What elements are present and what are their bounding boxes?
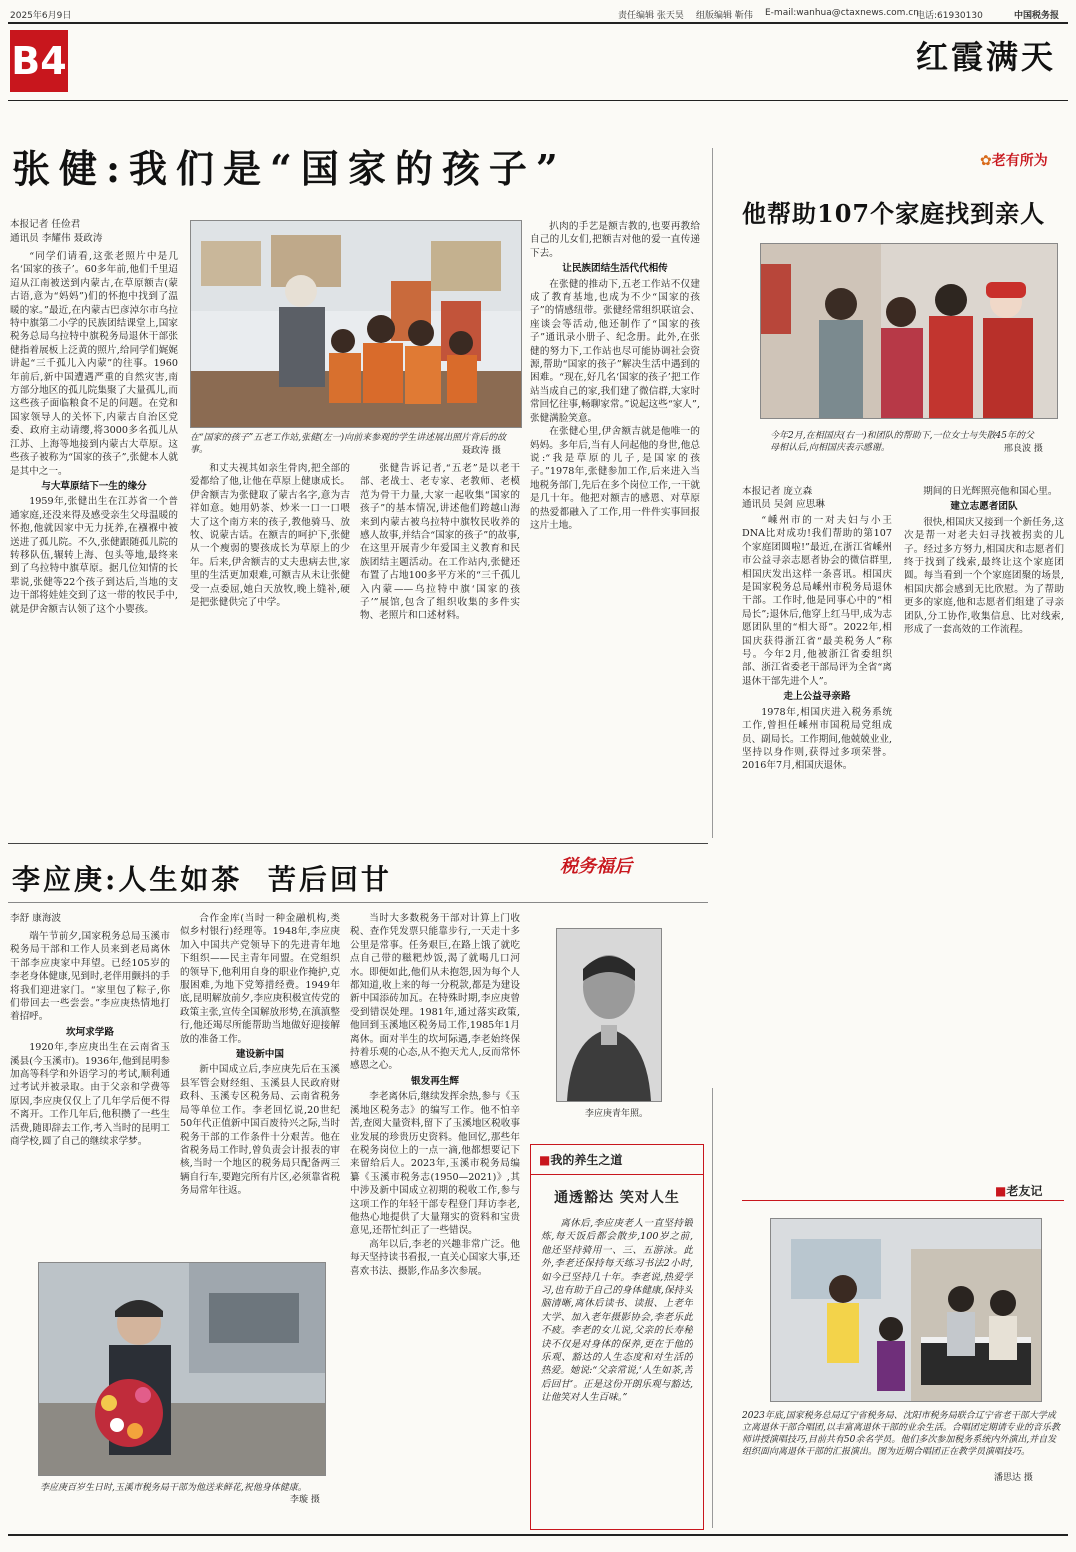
masthead-designer: 组版编辑 靳伟 xyxy=(696,11,753,21)
story1-subhead1: 与大草原结下一生的缘分 xyxy=(41,480,147,492)
story2-photo-caption: 今年2月,在相国庆(右一)和团队的帮助下,一位女士与失散45年的父母相认后,向相国庆表示感谢。 xyxy=(770,431,1034,453)
laoyousuowei-logo: ✿老有所为 xyxy=(980,153,1048,169)
story1-subhead2: 让民族团结生活代代相传 xyxy=(562,263,668,275)
story3-col2: 合作金库(当时一种金融机构,类似乡村银行)经理等。1948年,李应庚加入中国共产党领导下的先进青年地下组织——民主青年同盟。在党组织的领导下,他利用自身的职业作掩护,克服困难,为地下党筹措经费。1949年底,昆明解放前夕,李应庚积极宣传党的政策主张,宣传全国解放形势,在滇滇整行,他还竭尽所能帮助当地做好迎接解放的准备工作。 建设新中国 新中国成立后,李应庚先后在玉溪县军管会财经组、玉溪县人民政府财政科、玉溪专区税务局、云南省税务局等单位工作。李老回忆说,20世纪50年代正值新中国百废待兴之际,当时税务干部的工作条件十分艰苦。他在省税务局工作时,曾负责会计报表的审核,当时一个地区的税务局只配备两三辆自行车,要跑完所有片区,必须靠省税务局常年往返。 xyxy=(180,913,340,1197)
sidebar-friend-caption: 2023年底,国家税务总局辽宁省税务局、沈阳市税务局联合辽宁省老干部大学成立离退休干部合唱团,以丰富离退休干部的业余生活。合唱团定期请专业的音乐教师讲授演唱技巧,目前共有50余名学员。他们多次参加税务系统内外演出,并自发组织面向离退休干部的汇报演出。图为近期合唱团正在教学员演唱技巧。 xyxy=(742,1411,1060,1457)
story3-birthday-photo xyxy=(38,1262,326,1476)
sidebar-health-header: ■我的养生之道 xyxy=(539,1153,623,1167)
story3-birthday-credit: 李璇 摄 xyxy=(290,1495,320,1505)
story2-subhead1: 走上公益寻亲路 xyxy=(783,691,851,703)
story1-photo xyxy=(190,220,522,428)
story1-photo-caption: 在“国家的孩子”五老工作站,张健(左一)向前来参观的学生讲述展出照片背后的故事。 xyxy=(190,433,507,455)
story2-subhead2: 建立志愿者团队 xyxy=(950,501,1018,513)
story1-title: 张健:我们是“国家的孩子” xyxy=(12,146,567,191)
sidebar-friend-photo xyxy=(770,1218,1042,1402)
square-icon: ■ xyxy=(539,1153,551,1167)
story1-photo-credit: 聂政涛 摄 xyxy=(462,446,501,456)
story1-col4: 扒肉的手艺是额吉教的,也要再教给自己的儿女们,把额吉对他的爱一直传递下去。 让民族团结生活代代相传 在张健的推动下,五老工作站不仅建成了教育基地,也成为不少“国家的孩子”的情感纽带。张健经常组织联谊会、座谈会等活动,他还制作了“国家的孩子”通讯录小册子、纪念册。此外,在张健的努力下,工作站也尽可能协调社会资源,帮助“国家的孩子”解决生活中遇到的困难。“现在,好几名‘国家的孩子’把工作站当成自己的家,我们建了微信群,大家时常回忆往事,畅聊家常。”说起这些“家人”,张健满脸笑意。 在张健心里,伊舍额吉就是他唯一的妈妈。多年后,当有人问起他的身世,他总说:“我是草原的儿子,是国家的孩子。”1978年,张健参加工作,后来进入当地税务部门,先后在多个岗位工作,一干就是几十年。他把对额吉的感恩、对草原的热爱都融入了工作,用一件件实事回报这片土地。 xyxy=(530,221,700,531)
story1-byline1: 本报记者 任俭君 xyxy=(10,219,81,230)
story1-col1: “同学们请看,这张老照片中是几名‘国家的孩子’。60多年前,他们千里迢迢从江南被送到内蒙古,在草原额吉(蒙古语,意为“妈妈”)们的怀抱中找到了温暖的家。”最近,在内蒙古巴彦淖尔市乌拉特中旗第二小学的民族团结课堂上,国家税务总局乌拉特中旗税务局退休干部张健指着展板上泛黄的照片,给同学们娓娓讲起“三千孤儿入内蒙”的往事。1960年前后,新中国遭遇严重的自然灾害,南方部分地区的孤儿院集聚了大量孤儿,而这些孩子面临粮食不足的问题。在党和国家领导人的关怀下,内蒙古自治区党委、政府主动请缨,将3000多名孤儿从江苏、上海等地接到内蒙古大草原。这些孩子被称为“国家的孩子”,张健本人就是其中之一。 与大草原结下一生的缘分 1959年,张健出生在江苏省一个普通家庭,还没来得及感受亲生父母温暖的怀抱,他就因家中无力抚养,在襁褓中被送进了孤儿院。不久,张健跟随孤儿院的转移队伍,辗转上海、包头等地,最终来到了乌拉特中旗草原。据几位知情的长辈说,张健等22个孩子到达后,当地的支边干部将娃娃交到了这一带的牧民手中,就是伊舍额吉认领了这个小婴孩。 xyxy=(10,251,178,615)
section-title: 红霞满天 xyxy=(915,38,1056,76)
birthday-flowers-image xyxy=(39,1263,325,1475)
page-number: B4 xyxy=(10,30,68,92)
story1-col3: 张健告诉记者,“五老”是以老干部、老战士、老专家、老教师、老模范为骨干力量,大家一起收集“国家的孩子”的基本情况,讲述他们跨越山海来到内蒙古被乌拉特中旗牧民收养的感人故事,并结合“国家的孩子”的故事,在这里开展青少年爱国主义教育和民族团结主题活动。在工作站内,张健还布置了占地100多平方米的“三千孤儿入内蒙——乌拉特中旗‘国家的孩子’”展馆,包含了组织收集的多件实物、老照片和口述材料。 xyxy=(360,463,520,622)
museum-tour-image xyxy=(191,221,521,427)
story3-portrait-photo xyxy=(556,928,662,1102)
story3-subhead3: 银发再生辉 xyxy=(411,1075,459,1087)
masthead-paper: 中国税务报 xyxy=(1014,11,1060,21)
story3-birthday-caption: 李应庚百岁生日时,玉溪市税务局干部为他送来鲜花,祝他身体健康。 xyxy=(40,1483,307,1493)
choir-class-image xyxy=(771,1219,1041,1401)
story1-col2: 和丈夫视其如亲生骨肉,把全部的爱都给了他,让他在草原上健康成长。伊舍额吉为张健取了蒙古名字,意为吉祥如意。她用奶茶、炒米一口一口喂大了这个南方来的孩子,教他骑马、放牧、说蒙古话。在额吉的呵护下,张健从一个瘦弱的婴孩成长为草原上的少年。后来,伊舍额吉的丈夫患病去世,家里的生活更加艰难,可额吉从未让张健受一点委屈,她白天放牧,晚上缝补,硬是把张健供完了中学。 xyxy=(190,463,350,609)
sidebar-friend-credit: 潘思达 摄 xyxy=(994,1473,1033,1483)
flower-icon: ✿ xyxy=(980,153,992,169)
masthead-email: E-mail:wanhua@ctaxnews.com.cn xyxy=(765,8,919,18)
story3-portrait-caption: 李应庚青年照。 xyxy=(585,1109,649,1119)
story3-byline: 李舒 康海波 xyxy=(10,913,62,924)
story3-subhead1: 坎坷求学路 xyxy=(66,1026,114,1038)
sidebar-health-box xyxy=(530,1144,704,1530)
story2-photo-credit: 邢良波 摄 xyxy=(1004,444,1043,454)
story2-photo xyxy=(760,243,1058,419)
story2-byline1: 本报记者 庞立森 xyxy=(742,486,813,497)
sidebar-health-text: 离休后,李应庚老人一直坚持锻炼,每天饭后都会散步,100岁之前,他还坚持骑用一、三、五游泳。此外,李老还保持每天练习书法2小时,如今已坚持几十年。李老说,热爱学习,也有助于自己的身体健康,保持头脑清晰,离休后读书、读报、上老年大学、加入老年摄影协会,李老乐此不疲。李老的女儿说,父亲的长寿秘诀不仅是对身体的保养,更在于他的乐观、豁达的人生态度和对生活的热爱。她说:“父亲常说,‘人生如茶,苦后回甘’。正是这份开朗乐观与豁达,让他笑对人生百味。” xyxy=(541,1218,693,1404)
young-portrait-image xyxy=(557,929,661,1101)
story2-col2: 期间的日光辉照亮他和国心里。 建立志愿者团队 很快,相国庆又接到一个新任务,这次是帮一对老夫妇寻找被拐卖的儿子。经过多方努力,相国庆和志愿者们终于找到了线索,最终让这个家庭团圆。每当看到一个个家庭团聚的场景,相国庆都会感到无比欣慰。为了帮助更多的家庭,他和志愿者们组建了寻亲团队,分工协作,收集信息、比对线索,形成了一套高效的工作流程。 xyxy=(904,486,1064,636)
story3-col1: 端午节前夕,国家税务总局玉溪市税务局干部和工作人员来到老局离休干部李应庚家中拜望。已经105岁的李老身体健康,见到时,老伴用颤抖的手将我们迎进家门。“家里包了粽子,你们带回去一些尝尝。”李应庚热情地打着招呼。 坎坷求学路 1920年,李应庚出生在云南省玉溪县(今玉溪市)。1936年,他到昆明参加高等科学和外语学习的考试,顺利通过考试并被录取。由于父亲和学费等原因,李应庚仅仅上了几年学后便不得不离开。工作几年后,他积攒了一些生活费,随即辞去工作,考入当时的昆明工商学校,圆了自己的继续求学梦。 xyxy=(10,931,170,1148)
masthead-date: 2025年6月9日 xyxy=(10,11,72,21)
story2-byline2: 通讯员 吴剑 应思琳 xyxy=(742,499,825,510)
story1-byline2: 通讯员 李耀伟 聂政涛 xyxy=(10,233,103,244)
sidebar-health-title: 通透豁达 笑对人生 xyxy=(554,1190,680,1206)
sidebar-friend-header: ■老友记 xyxy=(995,1184,1043,1198)
family-reunion-image xyxy=(761,244,1057,418)
story2-title: 他帮助107个家庭找到亲人 xyxy=(742,199,1046,228)
masthead-phone: 电话:61930130 xyxy=(916,11,983,21)
story3-col3: 当时大多数税务干部对计算上门收税、查作凭发票只能靠步行,一天走十多公里是常事。任务艰巨,在路上饿了就吃点自己带的糍粑炒饭,渴了就喝几口河水。即便如此,他们从未抱怨,因为每个人都知道,收上来的每一分税款,都是为建设新中国添砖加瓦。在特殊时期,李应庚曾受到错误处理。1981年,通过落实政策,他回到玉溪地区税务局工作,1985年1月离休。面对半生的坎坷际遇,李老始终保持着乐观的心态,从不抱天尤人,反而常怀感恩之心。 银发再生辉 李老离休后,继续发挥余热,参与《玉溪地区税务志》的编写工作。他不怕辛苦,查阅大量资料,留下了玉溪地区税收事业发展的珍贵历史资料。他回忆,那些年在税务岗位上的一点一滴,他都想要记下来留给后人。2023年,玉溪市税务局编纂《玉溪市税务志(1950—2021)》,其中涉及新中国成立初期的税收工作,参与这项工作的年轻干部专程登门拜访李老,他热心地提供了大量翔实的资料和宝贵意见,还帮忙纠正了一些错误。 高年以后,李老的兴趣非常广泛。他每天坚持读书看报,一直关心国家大事,还喜欢书法、摄影,作品多次参展。 xyxy=(350,913,520,1277)
story3-title: 李应庚:人生如茶 苦后回甘 xyxy=(12,863,392,896)
story3-subhead2: 建设新中国 xyxy=(236,1049,284,1061)
masthead-editor: 责任编辑 张天昊 xyxy=(618,11,684,21)
story2-col1: “嵊州市的一对夫妇与小王DNA比对成功!我们帮助的第107个家庭团圆啦!”最近,在浙江省嵊州市公益寻亲志愿者协会的微信群里,相国庆发出这样一条喜讯。相国庆是国家税务总局嵊州市税务局退休干部。工作时,他是同事心中的“相局长”;退休后,他穿上红马甲,成为志愿团队里的“相大哥”。2022年,相国庆获得浙江省“最美税务人”称号。今年2月,他被浙江省委组织部、浙江省委老干部局评为全省“离退休干部先进个人”。 走上公益寻亲路 1978年,相国庆进入税务系统工作,曾担任嵊州市国税局党组成员、副局长。工作期间,他兢兢业业,坚持以身作则,获得过多项荣誉。2016年7月,相国庆退休。 xyxy=(742,515,892,772)
square-icon: ■ xyxy=(995,1184,1007,1198)
shuiwufuhou-logo: 税务福后 xyxy=(560,856,632,877)
